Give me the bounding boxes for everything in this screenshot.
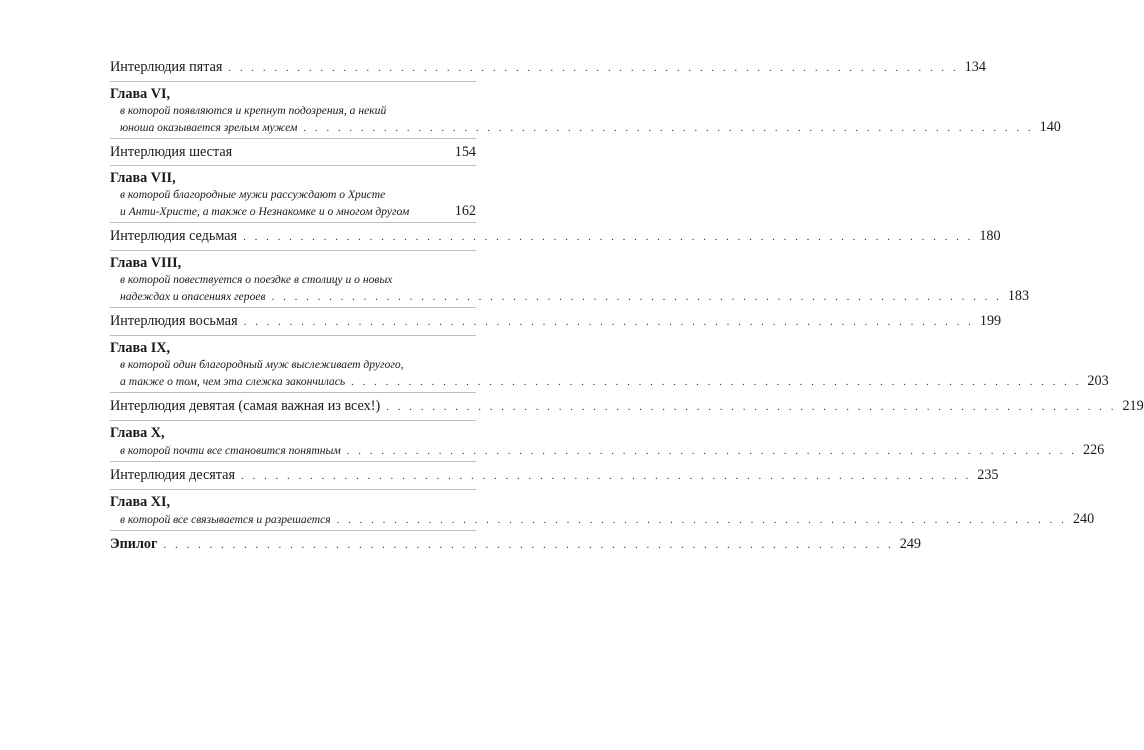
toc-page-number: 249 [899,536,921,552]
toc-entry-title: Эпилог [110,536,158,552]
divider [110,530,476,531]
leader-dots: . . . . . . . . . . . . . . . . . . . . . . . . . . . . . . . . . . . . . . . . . . . . . . . . . . . . . . . . . . . . . . . . [346,445,1077,457]
toc-page-number: 180 [979,228,1001,244]
toc-page-number: 219 [1122,398,1144,414]
toc-entry-chapter-7 [110,169,476,220]
toc-page-number: 154 [454,144,476,160]
toc-chapter-description: в которой один благородный муж выслеживает другого, [120,358,404,371]
divider [110,250,476,251]
divider [110,335,476,336]
toc-page-number: 183 [1007,288,1030,304]
divider [110,165,476,166]
toc-chapter-description: надеждах и опасениях героев [120,290,266,303]
toc-entry-title: Интерлюдия девятая (самая важная из всех!) [110,398,381,414]
leader-dots: . . . . . . . . . . . . . . . . . . . . . . . . . . . . . . . . . . . . . . . . . . . . . . . . . . . . . . . . . . . . . . . . [336,514,1067,526]
divider [110,392,476,393]
toc-entry-interlude-6 [110,142,476,163]
toc-chapter-description: в которой благородные мужи рассуждают о Христе [120,188,386,201]
toc-entry-epilogue [110,534,921,556]
toc-entry-chapter-9 [110,339,1109,390]
toc-chapter-title: Глава XI, [110,494,171,510]
divider [110,138,476,139]
divider [110,420,476,421]
toc-page-number: 199 [979,313,1002,329]
divider [110,307,476,308]
toc-page-number: 240 [1072,511,1095,527]
toc-chapter-title: Глава IX, [110,340,171,356]
toc-chapter-title: Глава VII, [110,170,176,186]
toc-entry-chapter-8 [110,254,1030,305]
leader-dots: . . . . . . . . . . . . . . . . . . . . . . . . . . . . . . . . . . . . . . . . . . . . . . . . . . . . . . . . . . . . . . . . [386,401,1117,413]
divider [110,81,476,82]
toc-chapter-title: Глава VIII, [110,255,182,271]
toc-entry-title: Интерлюдия пятая [110,59,223,75]
leader-dots: . . . . . . . . . . . . . . . . . . . . . . . . . . . . . . . . . . . . . . . . . . . . . . . . . . . . . . . . . . . . . . . . [228,62,959,74]
toc-chapter-description: и Анти-Христе, а также о Незнакомке и о многом другом [120,205,410,218]
toc-entry-interlude-10 [110,465,999,487]
toc-entry-title: Интерлюдия десятая [110,467,235,483]
toc-chapter-title: Глава VI, [110,86,171,102]
toc-chapter-description: в которой повествуется о поездке в столицу и о новых [120,273,393,286]
toc-chapter-title: Глава X, [110,425,165,441]
toc-chapter-description: в которой все связывается и разрешается [120,513,331,526]
divider [110,222,476,223]
leader-dots: . . . . . . . . . . . . . . . . . . . . . . . . . . . . . . . . . . . . . . . . . . . . . . . . . . . . . . . . . . . . . . . . [351,376,1082,388]
toc-page-number: 226 [1082,442,1105,458]
toc-page-number: 203 [1087,373,1109,389]
toc-entry-interlude-5 [110,57,986,79]
toc-entry-title: Интерлюдия седьмая [110,228,238,244]
toc-page-number: 235 [977,467,999,483]
toc-page-number: 162 [454,203,476,219]
toc-entry-interlude-9 [110,396,1144,418]
leader-dots: . . . . . . . . . . . . . . . . . . . . . . . . . . . . . . . . . . . . . . . . . . . . . . . . . . . . . . . . . . . . . . . . [243,231,974,243]
toc-entry-chapter-10 [110,424,1105,459]
toc-entry-chapter-6 [110,85,1061,136]
toc-entry-interlude-7 [110,226,1001,248]
leader-dots: . . . . . . . . . . . . . . . . . . . . . . . . . . . . . . . . . . . . . . . . . . . . . . . . . . . . . . . . . . . . . . . . [303,122,1034,134]
leader-dots: . . . . . . . . . . . . . . . . . . . . . . . . . . . . . . . . . . . . . . . . . . . . . . . . . . . . . . . . . . . . . . . . [240,470,972,482]
divider [110,489,476,490]
leader-dots: . . . . . . . . . . . . . . . . . . . . . . . . . . . . . . . . . . . . . . . . . . . . . . . . . . . . . . . . . . . . . . . . [243,316,974,328]
toc-entry-title: Интерлюдия восьмая [110,313,238,329]
toc-chapter-description: а также о том, чем эта слежка закончилась [120,375,346,388]
leader-dots: . . . . . . . . . . . . . . . . . . . . . . . . . . . . . . . . . . . . . . . . . . . . . . . . . . . . . . . . . . . . . . . . [271,291,1002,303]
leader-dots: . . . . . . . . . . . . . . . . . . . . . . . . . . . . . . . . . . . . . . . . . . . . . . . . . . . . . . . . . . . . . . . . [163,539,894,551]
toc-chapter-description: в которой появляются и крепнут подозрения, а некий [120,104,387,117]
divider [110,461,476,462]
toc-entry-title: Интерлюдия шестая [110,144,233,160]
toc-entry-interlude-8 [110,311,1002,333]
toc-chapter-description: в которой почти все становится понятным [120,444,341,457]
toc-chapter-description: юноша оказывается зрелым мужем [120,121,298,134]
toc-entry-chapter-11 [110,493,1095,528]
toc-page-number: 140 [1039,119,1061,135]
table-of-contents [110,57,1144,556]
toc-page-number: 134 [964,59,986,75]
